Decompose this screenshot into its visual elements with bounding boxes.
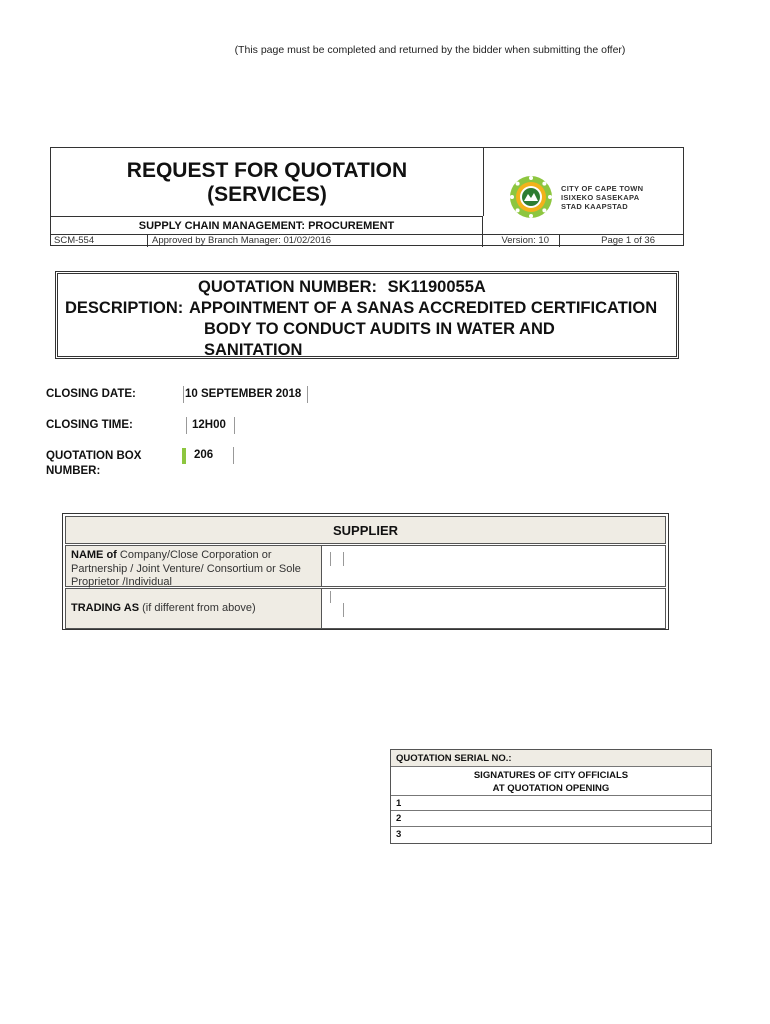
closing-date-value[interactable]: 10 SEPTEMBER 2018 [185, 388, 302, 400]
closing-time-value[interactable]: 12H00 [192, 419, 226, 431]
field-marker [343, 552, 344, 566]
header-title-cell [51, 148, 484, 216]
signature-row-number: 1 [396, 798, 402, 809]
field-marker [186, 417, 187, 434]
city-logo-text [561, 184, 643, 211]
logo-text-line-2: ISIXEKO SASEKAPA [561, 193, 640, 202]
quotation-number-line [198, 278, 486, 297]
quotation-box-label [46, 449, 141, 479]
supplier-name-row [65, 545, 666, 587]
logo-text-line-3: STAD KAAPSTAD [561, 202, 628, 211]
field-marker [307, 386, 308, 403]
city-of-cape-town-logo-icon [509, 175, 553, 219]
signatures-heading-line-1: SIGNATURES OF CITY OFFICIALS [473, 770, 629, 781]
approval-note: Approved by Branch Manager: 01/02/2016 [148, 235, 483, 247]
quotation-number-label: QUOTATION NUMBER: [198, 278, 378, 296]
document-subtitle-services: (SERVICES) [207, 183, 327, 206]
field-marker [330, 552, 331, 566]
supplier-trading-label [66, 589, 322, 628]
supplier-name-label-bold: NAME of [71, 549, 117, 561]
field-marker [343, 603, 344, 617]
supplier-heading: SUPPLIER [65, 516, 666, 544]
field-marker [234, 417, 235, 434]
quotation-box-label-line-1: QUOTATION BOX [46, 450, 142, 462]
supplier-name-label [66, 546, 322, 586]
signature-row[interactable] [391, 827, 711, 843]
supplier-trading-input[interactable] [326, 591, 663, 626]
supplier-trading-label-rest: (if different from above) [139, 602, 256, 614]
logo-text-line-1: CITY OF CAPE TOWN [561, 184, 644, 193]
description-line-2: BODY TO CONDUCT AUDITS IN WATER AND [204, 320, 555, 338]
description-line-1: APPOINTMENT OF A SANAS ACCREDITED CERTIFICATION [189, 299, 658, 317]
supplier-trading-label-bold: TRADING AS [71, 602, 140, 614]
doc-code: SCM-554 [51, 235, 148, 247]
quotation-number-value: SK1190055A [387, 278, 486, 296]
quotation-box-label-line-2: NUMBER: [46, 465, 101, 477]
quotation-box [55, 271, 679, 359]
closing-date-label: CLOSING DATE: [46, 388, 136, 400]
page-count: Page 1 of 36 [601, 235, 655, 246]
submission-note: (This page must be completed and returned by the bidder when submitting the offer) [234, 44, 626, 56]
supplier-trading-row [65, 588, 666, 629]
quotation-box-number[interactable]: 206 [194, 449, 214, 461]
signature-row-number: 3 [396, 829, 402, 840]
header-procurement-subtitle: SUPPLY CHAIN MANAGEMENT: PROCUREMENT [51, 216, 483, 234]
signature-row-number: 2 [396, 813, 402, 824]
serial-number-label: QUOTATION SERIAL NO.: [396, 753, 512, 764]
field-marker-highlight [182, 448, 186, 464]
serial-number-row[interactable] [391, 750, 711, 767]
signatures-heading-row [391, 767, 711, 796]
document-header [50, 147, 684, 246]
field-marker [330, 591, 331, 603]
signature-row[interactable] [391, 796, 711, 811]
header-meta-row [51, 234, 683, 247]
field-marker [183, 386, 184, 403]
description-label: DESCRIPTION: [65, 299, 184, 317]
signatures-heading-line-2: AT QUOTATION OPENING [492, 783, 610, 794]
document-title: REQUEST FOR QUOTATION [126, 159, 408, 182]
supplier-table [62, 513, 669, 630]
quotation-serial-table [390, 749, 712, 844]
signature-row[interactable] [391, 811, 711, 827]
closing-time-label: CLOSING TIME: [46, 419, 133, 431]
city-logo-cell [483, 148, 683, 234]
doc-version: Version: 10 [483, 235, 560, 247]
field-marker [233, 447, 234, 464]
supplier-name-input[interactable] [326, 548, 663, 584]
description-line-3: SANITATION [204, 341, 303, 359]
supplier-name-label-rest: Company/Close Corporation or Partnership / Joint Venture/ Consortium or Sole Proprietor /Individual [71, 549, 301, 588]
